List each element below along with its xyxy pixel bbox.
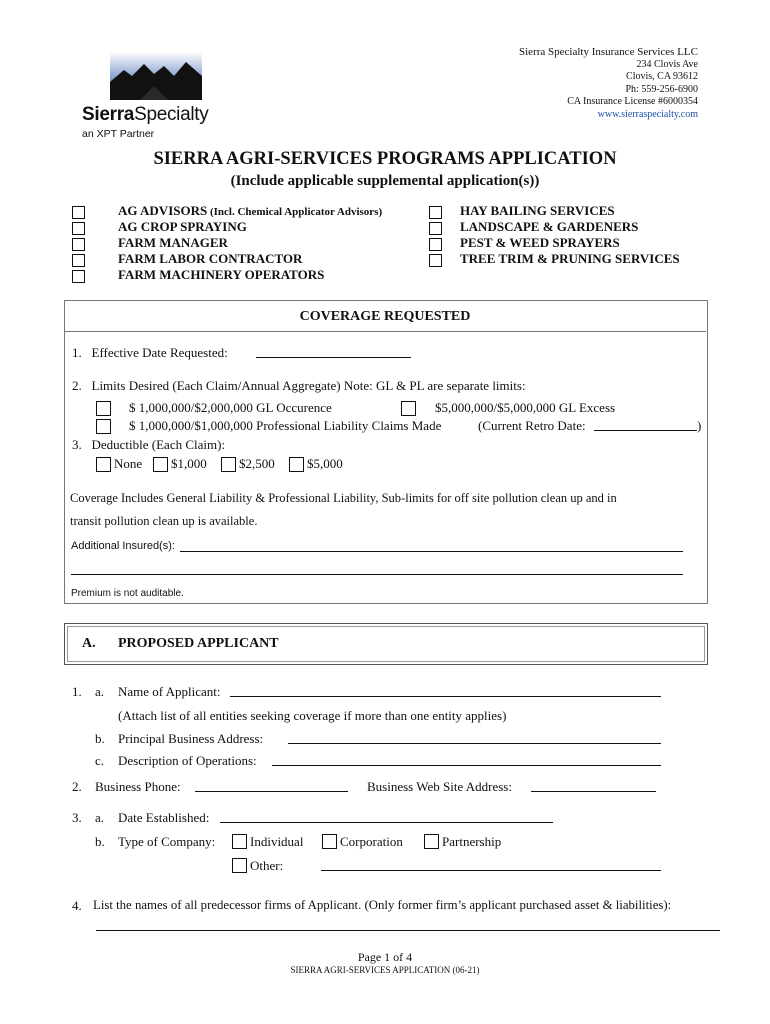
program-checkbox-ag-crop-spraying[interactable] bbox=[72, 222, 85, 235]
deductible-5000-label: $5,000 bbox=[307, 456, 343, 471]
date-established-label: Date Established: bbox=[118, 810, 210, 825]
applicant-name-note: (Attach list of all entities seeking coverage if more than one entity applies) bbox=[118, 708, 507, 723]
company-logo bbox=[82, 52, 209, 132]
additional-insured-field[interactable] bbox=[180, 540, 683, 552]
q4-number: 4. bbox=[72, 898, 82, 913]
limit-gl-label: $ 1,000,000/$2,000,000 GL Occurence bbox=[129, 400, 332, 415]
q1c-letter: c. bbox=[95, 753, 105, 768]
q-number: 1. bbox=[72, 345, 82, 360]
company-address-line1: 234 Clovis Ave bbox=[636, 58, 698, 70]
coverage-title: COVERAGE REQUESTED bbox=[299, 309, 471, 324]
company-type-individual-label: Individual bbox=[250, 834, 304, 849]
q3-number: 3. bbox=[72, 810, 82, 825]
section-a-title: PROPOSED APPLICANT bbox=[118, 636, 279, 651]
program-checkbox-hay-bailing[interactable] bbox=[429, 206, 442, 219]
applicant-name-label: Name of Applicant: bbox=[118, 684, 221, 699]
program-label-text: AG ADVISORS bbox=[118, 203, 208, 218]
deductible-2500-label: $2,500 bbox=[239, 456, 275, 471]
company-address-line2: Clovis, CA 93612 bbox=[626, 71, 698, 82]
deductible-none-label: None bbox=[114, 456, 143, 471]
program-label-landscape-gardeners: LANDSCAPE & GARDENERS bbox=[460, 219, 639, 234]
program-label-ag-crop-spraying: AG CROP SPRAYING bbox=[118, 219, 247, 234]
q-number: 2. bbox=[72, 378, 82, 393]
mountain-logo-icon bbox=[110, 52, 202, 100]
form-title: SIERRA AGRI-SERVICES PROGRAMS APPLICATION bbox=[153, 149, 617, 169]
deductible-row bbox=[72, 437, 225, 453]
program-label-farm-labor-contractor: FARM LABOR CONTRACTOR bbox=[118, 251, 303, 266]
company-type-corporation-label: Corporation bbox=[340, 834, 403, 849]
company-type-individual-checkbox[interactable] bbox=[232, 834, 247, 849]
applicant-name-field[interactable] bbox=[230, 684, 661, 697]
additional-insured-field-line2[interactable] bbox=[71, 563, 683, 575]
effective-date-field[interactable] bbox=[256, 345, 411, 358]
business-website-label: Business Web Site Address: bbox=[367, 779, 512, 794]
predecessor-firms-label: List the names of all predecessor firms of Applicant. (Only former firm’s applicant purchased asset & liabilities): bbox=[93, 898, 672, 912]
business-website-field[interactable] bbox=[531, 779, 656, 792]
limits-desired-row bbox=[72, 378, 526, 394]
coverage-includes-line1: Coverage Includes General Liability & Professional Liability, Sub-limits for off site pollution clean up and in bbox=[70, 491, 617, 505]
effective-date-label: Effective Date Requested: bbox=[91, 345, 228, 360]
logo-tagline: an XPT Partner bbox=[82, 128, 155, 140]
q-number: 3. bbox=[72, 437, 82, 452]
company-license: CA Insurance License #6000354 bbox=[567, 96, 698, 107]
page-number: Page 1 of 4 bbox=[357, 950, 413, 964]
company-type-corporation-checkbox[interactable] bbox=[322, 834, 337, 849]
company-contact-block bbox=[519, 46, 698, 121]
q1-number: 1. bbox=[72, 684, 82, 699]
premium-note: Premium is not auditable. bbox=[71, 588, 184, 599]
program-label-hay-bailing: HAY BAILING SERVICES bbox=[460, 203, 615, 218]
program-checkbox-landscape-gardeners[interactable] bbox=[429, 222, 442, 235]
retro-date-close: ) bbox=[697, 418, 702, 433]
predecessor-firms-field[interactable] bbox=[96, 920, 720, 931]
company-type-other-label: Other: bbox=[250, 858, 284, 873]
limits-desired-label: Limits Desired (Each Claim/Annual Aggregate) Note: GL & PL are separate limits: bbox=[91, 378, 526, 393]
form-identifier: SIERRA AGRI-SERVICES APPLICATION (06-21) bbox=[290, 965, 480, 975]
operations-description-label: Description of Operations: bbox=[118, 753, 257, 768]
program-label-farm-manager: FARM MANAGER bbox=[118, 235, 228, 250]
company-phone: Ph: 559-256-6900 bbox=[625, 83, 698, 95]
limit-excess-label: $5,000,000/$5,000,000 GL Excess bbox=[435, 400, 616, 415]
q1a-letter: a. bbox=[95, 684, 105, 699]
business-phone-label: Business Phone: bbox=[95, 779, 181, 794]
deductible-1000-checkbox[interactable] bbox=[153, 457, 168, 472]
program-checkbox-tree-trim-pruning[interactable] bbox=[429, 254, 442, 267]
coverage-includes-line2: transit pollution clean up is available. bbox=[70, 514, 258, 528]
logo-name-bold: Sierra bbox=[82, 104, 135, 125]
q2-number: 2. bbox=[72, 779, 82, 794]
q3a-letter: a. bbox=[95, 810, 105, 825]
deductible-label: Deductible (Each Claim): bbox=[91, 437, 226, 452]
program-label-note: (Incl. Chemical Applicator Advisors) bbox=[207, 206, 383, 218]
company-name: Sierra Specialty Insurance Services LLC bbox=[519, 46, 698, 58]
program-label-farm-machinery-operators: FARM MACHINERY OPERATORS bbox=[118, 267, 325, 282]
form-subtitle: (Include applicable supplemental application(s)) bbox=[230, 173, 540, 189]
q3b-letter: b. bbox=[95, 834, 105, 849]
retro-date-field[interactable] bbox=[594, 418, 697, 431]
program-checkbox-ag-advisors[interactable] bbox=[72, 206, 85, 219]
company-type-partnership-checkbox[interactable] bbox=[424, 834, 439, 849]
additional-insured-label: Additional Insured(s): bbox=[71, 540, 175, 552]
retro-date-label: (Current Retro Date: bbox=[478, 418, 586, 433]
program-label-pest-weed-sprayers: PEST & WEED SPRAYERS bbox=[460, 235, 620, 250]
limit-excess-checkbox[interactable] bbox=[401, 401, 416, 416]
program-label-tree-trim-pruning: TREE TRIM & PRUNING SERVICES bbox=[460, 251, 680, 266]
business-address-label: Principal Business Address: bbox=[118, 731, 264, 746]
program-checkbox-farm-labor-contractor[interactable] bbox=[72, 254, 85, 267]
q1b-letter: b. bbox=[95, 731, 105, 746]
company-type-label: Type of Company: bbox=[118, 834, 216, 849]
limit-pl-checkbox[interactable] bbox=[96, 419, 111, 434]
deductible-none-checkbox[interactable] bbox=[96, 457, 111, 472]
program-checkbox-pest-weed-sprayers[interactable] bbox=[429, 238, 442, 251]
business-address-field[interactable] bbox=[288, 731, 661, 744]
company-type-other-field[interactable] bbox=[321, 858, 661, 871]
deductible-2500-checkbox[interactable] bbox=[221, 457, 236, 472]
deductible-5000-checkbox[interactable] bbox=[289, 457, 304, 472]
operations-description-field[interactable] bbox=[272, 753, 661, 766]
program-checkbox-farm-machinery-operators[interactable] bbox=[72, 270, 85, 283]
company-type-partnership-label: Partnership bbox=[442, 834, 502, 849]
limit-gl-checkbox[interactable] bbox=[96, 401, 111, 416]
effective-date-row bbox=[72, 345, 228, 361]
program-checkbox-farm-manager[interactable] bbox=[72, 238, 85, 251]
section-a-letter: A. bbox=[82, 636, 96, 651]
company-type-other-checkbox[interactable] bbox=[232, 858, 247, 873]
deductible-1000-label: $1,000 bbox=[171, 456, 207, 471]
logo-name-light: Specialty bbox=[134, 104, 209, 125]
limit-pl-label: $ 1,000,000/$1,000,000 Professional Liability Claims Made bbox=[129, 418, 442, 433]
business-phone-field[interactable] bbox=[195, 779, 348, 792]
program-label-ag-advisors bbox=[118, 203, 382, 219]
company-website-link[interactable]: www.sierraspecialty.com bbox=[597, 108, 698, 120]
date-established-field[interactable] bbox=[220, 810, 553, 823]
